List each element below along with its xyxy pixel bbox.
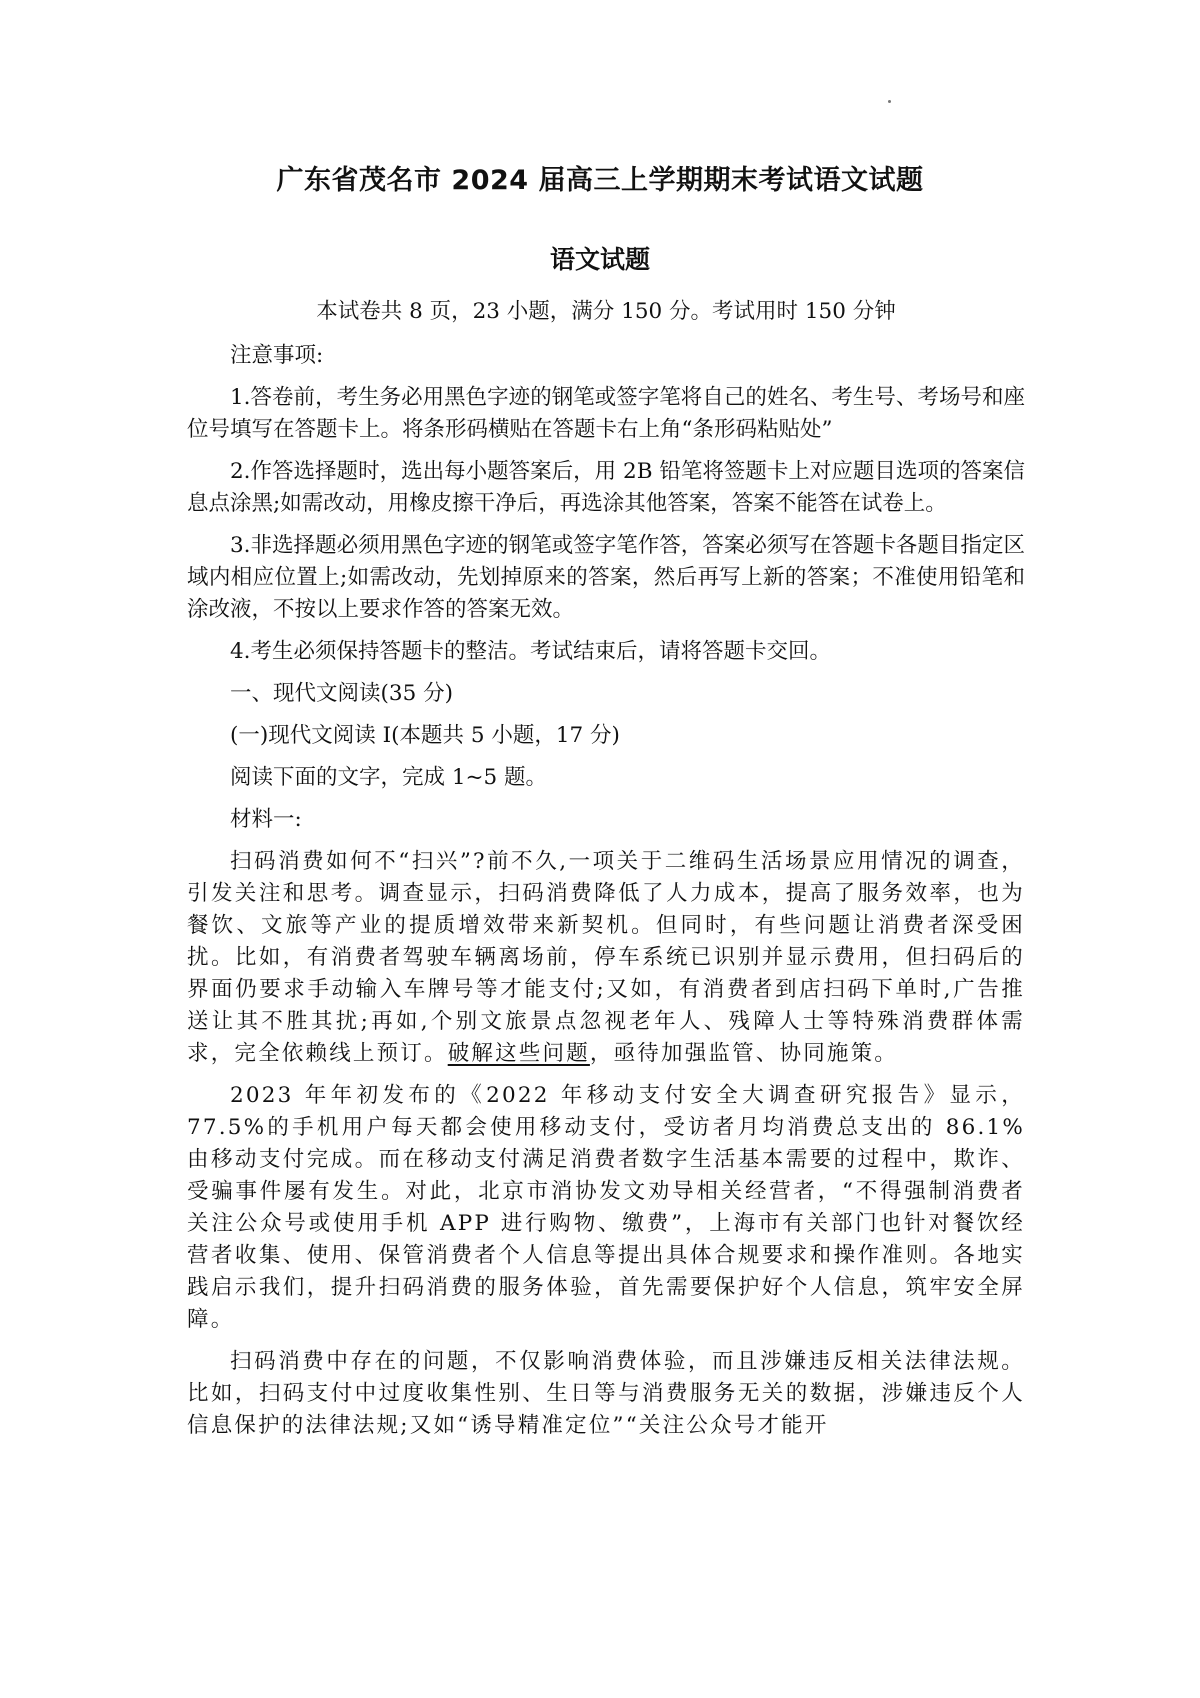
notice-item-1: 1.答卷前，考生务必用黑色字迹的钢笔或签字笔将自己的姓名、考生号、考场号和座位号填写在答题卡上。将条形码横贴在答题卡右上角“条形码粘贴处” [187,385,1025,442]
exam-info: 本试卷共 8 页，23 小题，满分 150 分。考试用时 150 分钟 [316,299,896,324]
material-paragraph-3: 扫码消费中存在的问题，不仅影响消费体验，而且涉嫌违反相关法律法规。比如，扫码支付中过度收集性别、生日等与消费服务无关的数据，涉嫌违反个人信息保护的法律法规;又如“诱导精准定位”“关注公众号才能开 [187,1349,1025,1438]
material-paragraph-1 [187,846,1025,1070]
notice-heading: 注意事项: [230,343,324,368]
scan-speck [888,100,891,103]
notice-item-4: 4.考生必须保持答题卡的整洁。考试结束后，请将答题卡交回。 [230,639,832,664]
document-subtitle: 语文试题 [549,245,650,274]
reading-instruction: 阅读下面的文字，完成 1~5 题。 [230,765,548,790]
section-heading: 一、现代文阅读(35 分) [230,681,453,706]
document-body [187,296,1025,1452]
material-label: 材料一: [230,807,302,832]
paragraph-1-ending: ，亟待加强监管、协同施策。 [589,1041,899,1066]
underlined-phrase: 破解这些问题 [447,1041,590,1066]
paragraph-1-text: 扫码消费如何不“扫兴”?前不久,一项关于二维码生活场景应用情况的调查，引发关注和思考。调查显示，扫码消费降低了人力成本，提高了服务效率，也为餐饮、文旅等产业的提质增效带来新契机。但同时，有些问题让消费者深受困扰。比如，有消费者驾驶车辆离场前，停车系统已识别并显示费用，但扫码后的界面仍要求手动输入车牌号等才能支付;又如，有消费者到店扫码下单时,广告推送让其不胜其扰;再如,个别文旅景点忽视老年人、残障人士等特殊消费群体需求，完全依赖线上预订。 [187,849,1025,1066]
subsection-heading: (一)现代文阅读 I(本题共 5 小题，17 分) [230,723,620,748]
notice-item-3: 3.非选择题必须用黑色字迹的钢笔或签字笔作答，答案必须写在答题卡各题目指定区域内相应位置上;如需改动，先划掉原来的答案，然后再写上新的答案；不准使用铅笔和涂改液，不按以上要求作答的答案无效。 [187,533,1025,622]
material-paragraph-2: 2023 年年初发布的《2022 年移动支付安全大调查研究报告》显示，77.5%的手机用户每天都会使用移动支付，受访者月均消费总支出的 86.1% 由移动支付完成。而在移动支付满足消费者数字生活基本需要的过程中，欺诈、受骗事件屡有发生。对此，北京市消协发文劝导相关经营者，“不得强制消费者关注公众号或使用手机 APP 进行购物、缴费”，上海市有关部门也针对餐饮经营者收集、使用、保管消费者个人信息等提出具体合规要求和操作准则。各地实践启示我们，提升扫码消费的服务体验，首先需要保护好个人信息，筑牢安全屏障。 [187,1083,1025,1332]
document-title: 广东省茂名市 2024 届高三上学期期末考试语文试题 [276,165,924,196]
notice-item-2: 2.作答选择题时，选出每小题答案后，用 2B 铅笔将签题卡上对应题目选项的答案信息点涂黑;如需改动，用橡皮擦干净后，再选涂其他答案，答案不能答在试卷上。 [187,459,1025,516]
